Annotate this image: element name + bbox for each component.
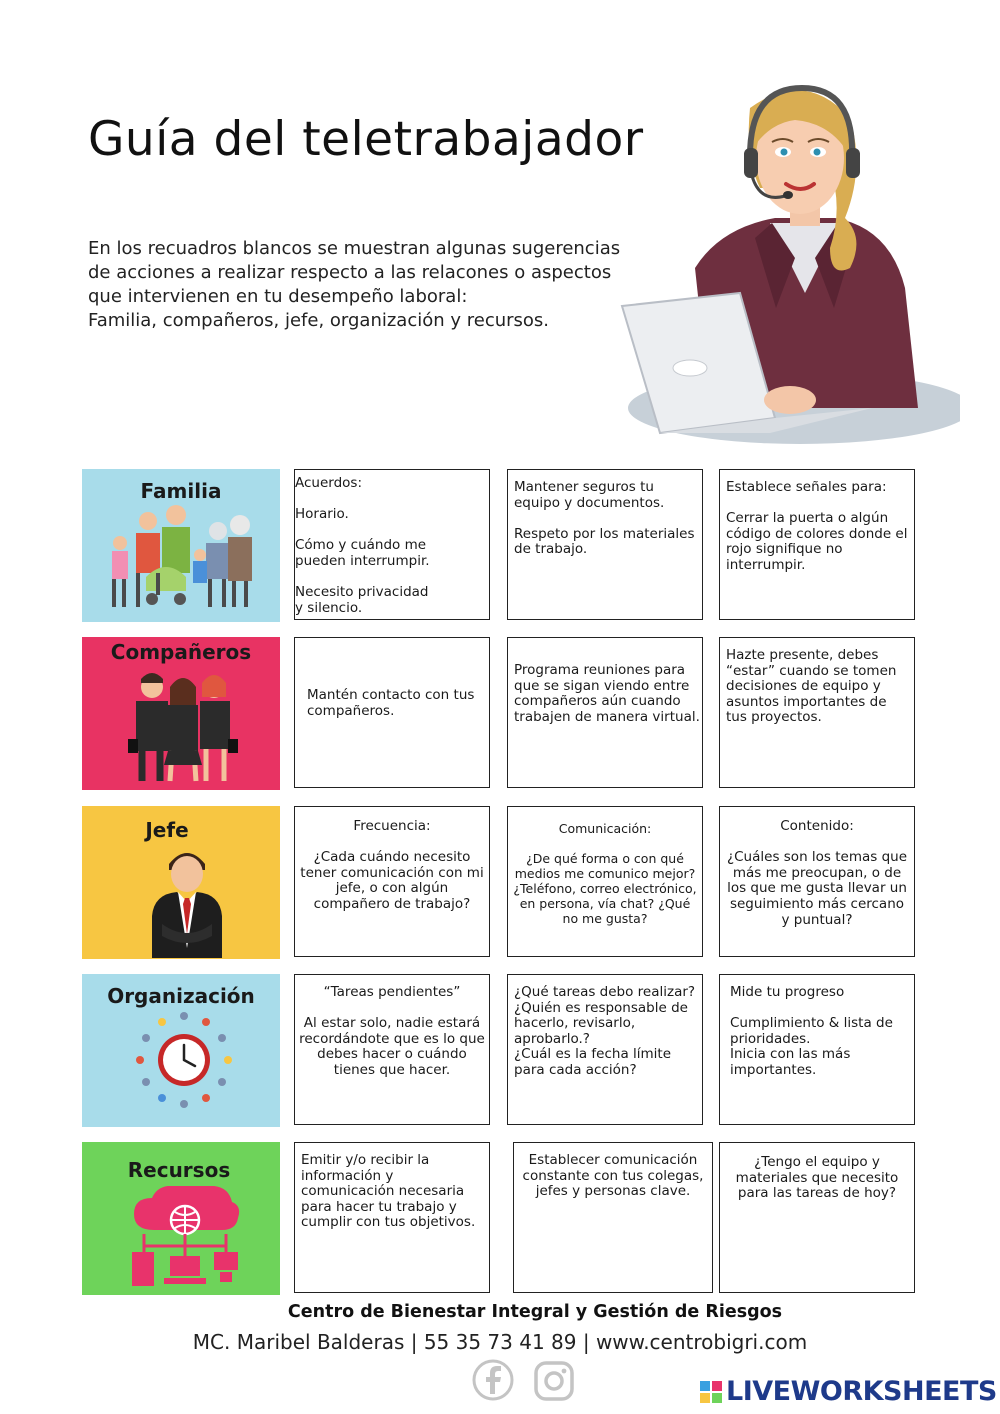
intro-line: de acciones a realizar respecto a las relacones o aspectos [88,262,612,283]
suggestion-text: ¿Tengo el equipo y materiales que necesito para las tareas de hoy? [735,1154,899,1202]
liveworksheets-mark-icon [700,1381,722,1403]
suggestion-box [507,637,703,788]
suggestion-text: Mide tu progreso Cumplimiento & lista de prioridades. Inicia con las más importantes. [730,984,893,1078]
category-label: Compañeros [110,640,252,664]
facebook-icon[interactable] [471,1358,515,1402]
suggestion-box [294,974,490,1125]
suggestion-box [294,637,490,788]
suggestion-text: Programa reuniones para que se sigan viendo entre compañeros aún cuando trabajen de manera virtual. [514,662,700,725]
suggestion-text: Comunicación: ¿De qué forma o con qué medios me comunico mejor? ¿Teléfono, correo electrónico, en persona, vía chat? ¿Qué no me gusta? [513,821,697,926]
category-organizacion [82,974,280,1127]
category-label: Jefe [145,818,189,842]
suggestion-box [719,637,915,788]
brand-text: LIVEWORKSHEETS [726,1376,997,1407]
category-label: Organización [107,984,255,1008]
suggestion-text: Acuerdos: Horario. Cómo y cuándo me pueden interrumpir. Necesito privacidad y silencio. [295,475,430,616]
row-jefe [82,806,918,959]
teleworker-illustration [600,78,960,448]
row-familia [82,469,918,622]
suggestion-text: Mantener seguros tu equipo y documentos. Respeto por los materiales de trabajo. [514,479,695,558]
page-title: Guía del teletrabajador [88,112,644,167]
intro-line: Familia, compañeros, jefe, organización y recursos. [88,310,550,331]
suggestion-box [507,974,703,1125]
row-recursos [82,1142,918,1295]
suggestion-text: Mantén contacto con tus compañeros. [307,687,475,719]
category-label: Familia [140,479,222,503]
category-jefe [82,806,280,959]
suggestion-text: Establece señales para: Cerrar la puerta o algún código de colores donde el rojo signifique no interrumpir. [726,479,908,573]
coworkers-icon [128,669,238,785]
footer-contact: MC. Maribel Balderas | 55 35 73 41 89 | www.centrobigri.com [192,1330,808,1354]
suggestion-box [513,1142,713,1293]
suggestion-text: “Tareas pendientes” Al estar solo, nadie estará recordándote que es lo que debes hacer o cuándo tienes que hacer. [299,984,485,1078]
suggestion-text: Hazte presente, debes “estar” cuando se tomen decisiones de equipo y asuntos importantes de tus proyectos. [726,647,897,726]
boss-icon [152,846,222,958]
suggestion-box [507,469,703,620]
instagram-icon[interactable] [533,1360,575,1402]
intro-line: que intervienen en tu desempeño laboral: [88,286,468,307]
liveworksheets-logo [700,1376,997,1407]
cloud-network-icon [130,1186,240,1290]
suggestion-text: ¿Qué tareas debo realizar? ¿Quién es responsable de hacerlo, revisarlo, aprobarlo.? ¿Cuál es la fecha límite para cada acción? [514,984,696,1078]
row-companeros [82,637,918,790]
suggestion-box [294,806,490,957]
category-recursos [82,1142,280,1295]
family-icon [106,503,262,611]
category-companeros [82,637,280,790]
suggestion-box [719,469,915,620]
suggestion-box [294,1142,490,1293]
category-familia [82,469,280,622]
suggestion-text: Frecuencia: ¿Cada cuándo necesito tener comunicación con mi jefe, o con algún compañero de trabajo? [300,818,484,912]
suggestion-text: Emitir y/o recibir la información y comunicación necesaria para hacer tu trabajo y cumplir con tus objetivos. [301,1152,476,1231]
suggestion-box [719,974,915,1125]
suggestion-box [507,806,703,957]
suggestion-box [294,469,490,620]
suggestion-box [719,806,915,957]
suggestion-text: Contenido: ¿Cuáles son los temas que más me preocupan, o de los que me gusta llevar un seguimiento más cercano y puntual? [726,818,908,928]
footer-organization: Centro de Bienestar Integral y Gestión de Riesgos [287,1302,783,1322]
category-label: Recursos [127,1158,231,1182]
row-organizacion [82,974,918,1127]
clock-icon [134,1010,234,1110]
intro-line: En los recuadros blancos se muestran algunas sugerencias [88,238,621,259]
suggestion-text: Establecer comunicación constante con tus colegas, jefes y personas clave. [522,1152,704,1200]
suggestion-box [719,1142,915,1293]
